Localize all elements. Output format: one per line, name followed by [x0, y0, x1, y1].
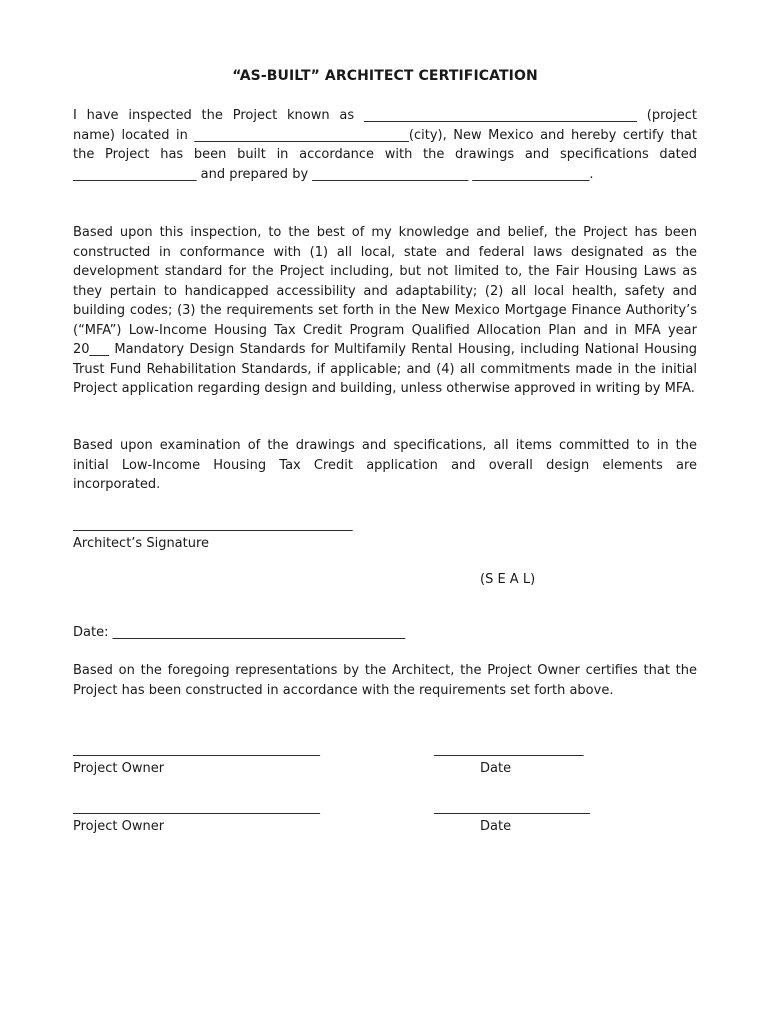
architect-signature-label: Architect’s Signature: [73, 536, 210, 551]
architect-date-line: Date: _____________________________________________: [73, 625, 406, 640]
owner-signature-line: ______________________________________: [73, 800, 320, 815]
inspection-statement-paragraph: I have inspected the Project known as __________________________________________ (project name) located in _________________________________(city), New Mexico and hereby certify that the Project has been built in accordance with the drawings and specifications dated ___________________ and prepared by ________________________ __________________.: [73, 108, 697, 182]
owner-date-label: Date: [480, 761, 512, 776]
owner-signature-label: Project Owner: [73, 761, 165, 776]
conformance-paragraph: Based upon this inspection, to the best of my knowledge and belief, the Project has been constructed in conformance with (1) all local, state and federal laws designated as the development standard for the Project including, but not limited to, the Fair Housing Laws as they pertain to handicapped accessibility and adaptability; (2) all local health, safety and building codes; (3) the requirements set forth in the New Mexico Mortgage Finance Authority’s (“MFA”) Low-Income Housing Tax Credit Program Qualified Allocation Plan and in MFA year 20___ Mandatory Design Standards for Multifamily Rental Housing, including National Housing Trust Fund Rehabilitation Standards, if applicable; and (4) all commitments made in the initial Project application regarding design and building, unless otherwise approved in writing by MFA.: [73, 225, 697, 396]
owner-signature-line: ______________________________________: [73, 742, 320, 757]
owner-date-label: Date: [480, 819, 512, 834]
owner-date-line: _______________________: [434, 742, 584, 757]
architect-signature-line: ___________________________________________: [73, 517, 353, 532]
seal-label: (S E A L): [480, 572, 536, 587]
examination-paragraph: Based upon examination of the drawings and specifications, all items committed to in the initial Low-Income Housing Tax Credit application and overall design elements are incorporated.: [73, 438, 697, 492]
document-title: “AS-BUILT” ARCHITECT CERTIFICATION: [232, 68, 538, 84]
owner-signature-label: Project Owner: [73, 819, 165, 834]
owner-certification-paragraph: Based on the foregoing representations by the Architect, the Project Owner certifies that the Project has been constructed in accordance with the requirements set forth above.: [73, 663, 697, 698]
owner-date-line: ________________________: [434, 800, 590, 815]
